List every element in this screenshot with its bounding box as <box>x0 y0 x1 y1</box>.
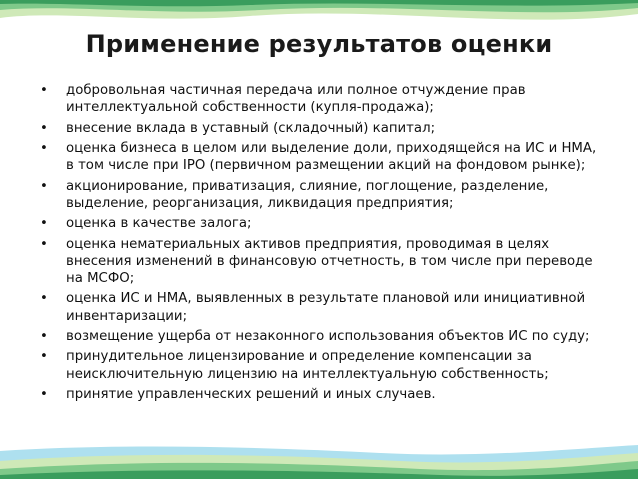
list-item-text: принятие управленческих решений и иных случаев. <box>66 386 436 402</box>
bullet-icon: • <box>40 386 48 402</box>
bullet-icon: • <box>40 328 48 344</box>
slide-title: Применение результатов оценки <box>85 30 553 58</box>
list-item-text: оценка в качестве залога; <box>66 216 252 232</box>
list-item-text: оценка бизнеса в целом или выделение доли, приходящейся на ИС и НМА, в том числе при IPO (первичном размещении акций на фондовом рынке); <box>66 140 597 174</box>
list-item <box>40 215 600 232</box>
bullet-icon: • <box>40 140 48 156</box>
bullet-icon: • <box>40 291 48 307</box>
bullet-icon: • <box>40 349 48 365</box>
bullet-icon: • <box>40 236 48 252</box>
list-item <box>40 290 600 324</box>
bullet-icon: • <box>40 178 48 194</box>
list-item-text: внесение вклада в уставный (складочный) капитал; <box>66 120 436 136</box>
list-item <box>40 140 600 174</box>
bullet-icon: • <box>40 120 48 136</box>
list-item-text: принудительное лицензирование и определение компенсации за неисключительную лицензию на интеллектуальную собственность; <box>66 349 549 382</box>
top-wave-decoration <box>0 0 638 34</box>
list-item-text: оценка ИС и НМА, выявленных в результате плановой или инициативной инвентаризации; <box>66 291 586 324</box>
list-item <box>40 178 600 212</box>
list-item <box>40 236 600 288</box>
list-item-text: оценка нематериальных активов предприятия, проводимая в целях внесения изменений в финансовую отчетность, в том числе при переводе на МСФО; <box>66 236 593 286</box>
bullet-icon: • <box>40 83 48 98</box>
list-item <box>40 386 600 403</box>
list-item-text: возмещение ущерба от незаконного использования объектов ИС по суду; <box>66 328 590 344</box>
list-item <box>40 120 600 137</box>
list-item <box>40 82 600 116</box>
list-item <box>40 328 600 345</box>
bullet-icon: • <box>40 216 48 232</box>
list-item-text: добровольная частичная передача или полное отчуждение прав интеллектуальной собственности (купля-продажа); <box>66 83 526 116</box>
list-item-text: акционирование, приватизация, слияние, поглощение, разделение, выделение, реорганизация, ликвидация предприятия; <box>66 178 549 211</box>
bottom-wave-decoration <box>0 441 638 479</box>
bullet-list <box>40 82 600 406</box>
list-item <box>40 348 600 382</box>
